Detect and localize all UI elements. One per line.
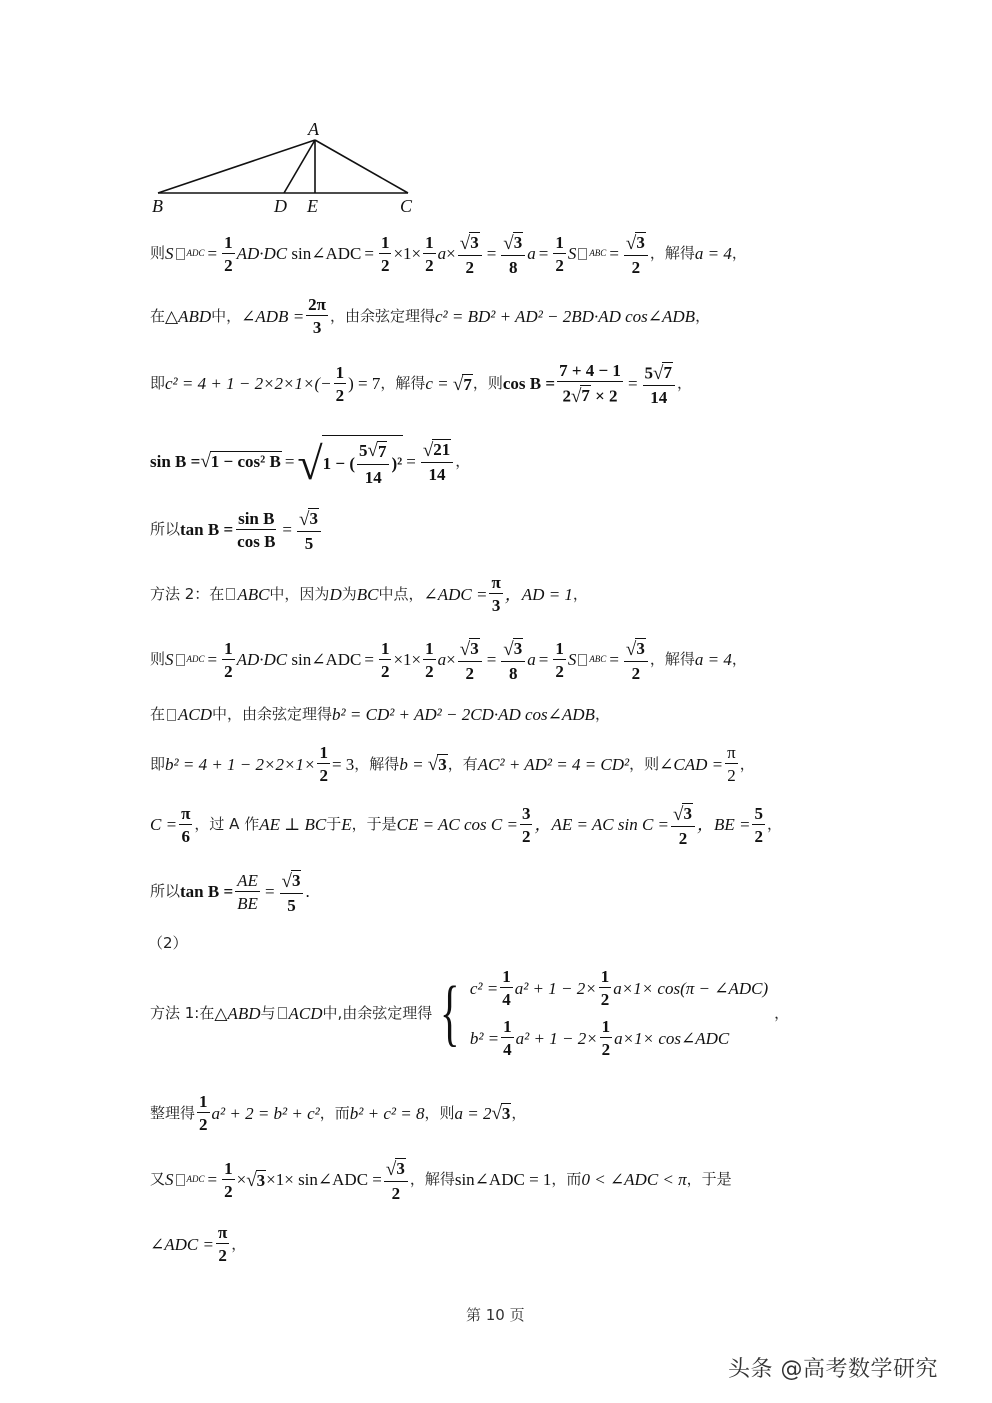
equation-line-10: C = $\frac{\pi}{6}$ ，过 A 作 AE ⊥ BC 于 E ，于是 CE = AC cos C = $\frac{3}{2}$ ，AE = AC sin C = √ 3 2 ，BE = $\frac{5}{2}$ ， bbox=[150, 803, 782, 848]
segment-ac bbox=[315, 140, 408, 193]
method-2-heading-line: 方法 2：在 ABC 中，因为 D 为 BC 中点， ∠ADC = $\frac{\pi}{3}$ ，AD = 1 ， bbox=[150, 573, 588, 615]
equation-line-11: 所以 tan B = $\frac{AE}{BE}$ = √ 3 5 . bbox=[150, 870, 310, 915]
equation-line-7: 则 S ADC = $\frac{1}{2}$ AD·DC sin∠ADC = $\frac{1}{2}$ ×1× $\frac{1}{2}$ a × √ 3 2 = √ 3 8 a = $\frac{1}{2}$ S ABC = √ 3 2 ，解得 a = 4 ， bbox=[150, 638, 747, 683]
equation-line-9: 即 b² = 4 + 1 − 2×2×1× $\frac{1}{2}$ = 3 ，解得 b = √ 3 ，有 AC² + AD² = 4 = CD² ，则 ∠CAD = $\frac{\pi}{2}$ ， bbox=[150, 743, 755, 785]
equation-line-3: 即 c² = 4 + 1 − 2×2×1×(− $\frac{1}{2}$ ) = 7 ，解得 c = √ 7 ，则 cos B = 7 + 4 − 1 2 √ 7 × 2 = 5 √ 7 14 ， bbox=[150, 361, 692, 407]
part-2-label: （2） bbox=[148, 934, 188, 952]
triangle-figure bbox=[150, 118, 440, 218]
equation-line-16: ∠ADC = $\frac{\pi}{2}$ ， bbox=[150, 1223, 247, 1265]
result: a = 4 bbox=[694, 244, 732, 264]
label-d: D bbox=[274, 196, 287, 216]
label-b: B bbox=[152, 196, 163, 216]
equation-line-14: 整理得 $\frac{1}{2}$ a² + 2 = b² + c² ，而 b² + c² = 8 ，则 a = 2 √ 3 ， bbox=[150, 1092, 527, 1134]
system-row-1: c² = $\frac{1}{4}$ a² + 1 − 2× $\frac{1}{2}$ a×1× cos(π − ∠ADC) bbox=[469, 967, 769, 1009]
label-e: E bbox=[307, 196, 318, 216]
system-row-2: b² = $\frac{1}{4}$ a² + 1 − 2× $\frac{1}{2}$ a×1× cos∠ADC bbox=[469, 1017, 730, 1059]
method-1-system-line: 方法 1:在 △ABD 与 ACD 中,由余弦定理得 { c² = $\frac{1}{4}$ a² + 1 − 2× $\frac{1}{2}$ a×1× cos(π − ∠ADC) b² = $\frac{1}{4}$ a² + 1 − 2× $\frac{1}{2}$ a×1× cos∠ADC ， bbox=[150, 967, 790, 1059]
triangle-glyph bbox=[176, 248, 185, 260]
area-symbol: S bbox=[165, 244, 174, 264]
segment-ab bbox=[158, 140, 315, 193]
equation-line-15: 又 S ADC = $\frac{1}{2}$ × √ 3 ×1× sin∠ADC = √ 3 2 ，解得 sin∠ADC = 1 ，而 0 < ∠ADC < π ，于是 bbox=[150, 1158, 732, 1203]
label-a: A bbox=[308, 119, 319, 139]
equation-system: { c² = $\frac{1}{4}$ a² + 1 − 2× $\frac{1}{2}$ a×1× cos(π − ∠ADC) b² = $\frac{1}{4}$ a² + 1 − 2× $\frac{1}{2}$ a×1× cos∠ADC bbox=[440, 967, 769, 1059]
text: AD·DC bbox=[236, 244, 288, 264]
text: sin∠ADC bbox=[291, 244, 362, 264]
page-number: 第 10 页 bbox=[466, 1306, 525, 1324]
sqrt: √ 3 bbox=[459, 232, 479, 254]
subscript: ADC bbox=[186, 248, 205, 259]
equation-line-8: 在 ACD 中，由余弦定理得 b² = CD² + AD² − 2CD·AD cos∠ADB ， bbox=[150, 705, 610, 724]
equation-line-4: sin B = √ 1 − cos² B = √ 1 − ( 5 √ 7 14 )² = √ 21 14 ， bbox=[150, 435, 470, 487]
segment-ad bbox=[284, 140, 315, 193]
equation-line-2: 在 △ABD 中， ∠ADB = $\frac{2\pi}{3}$ ，由余弦定理得 c² = BD² + AD² − 2BD·AD cos∠ADB ， bbox=[150, 295, 711, 337]
fraction: $\frac{1}{2}$ bbox=[224, 232, 233, 275]
text: 则 bbox=[150, 244, 166, 263]
equation-line-5: 所以 tan B = $\frac{\text{sin B}}{\text{cos B}}$ = √ 3 5 bbox=[150, 508, 323, 552]
equation-line-1: 则 S ADC = $\frac{1}{2}$ AD·DC sin∠ADC = $\frac{1}{2}$ ×1× $\frac{1}{2}$ a × √ 3 2 = √ 3 8 a = $\frac{1}{2}$ S ABC = √ 3 2 ，解得 a = 4 ， bbox=[150, 232, 747, 277]
watermark: 头条 @高考数学研究 bbox=[728, 1357, 938, 1382]
label-c: C bbox=[400, 196, 413, 216]
